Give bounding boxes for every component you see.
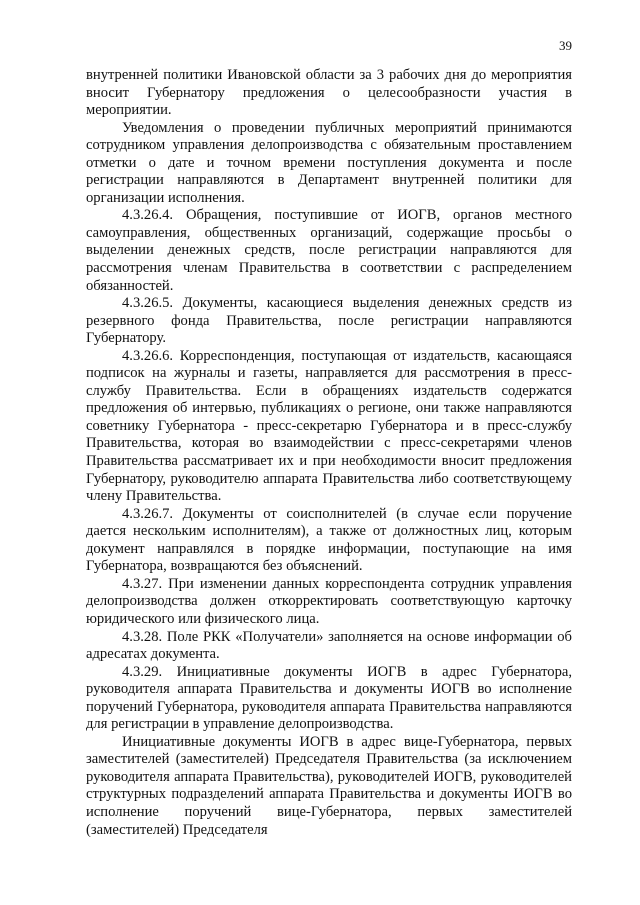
paragraph-4-3-26-7: 4.3.26.7. Документы от соисполнителей (в случае если поручение дается нескольким исполнителям), а также от должностных лиц, которым документ направлялся в порядке информации, поступающие на имя Губернатора, возвращаются без объяснений. [86,505,572,575]
paragraph-notifications: Уведомления о проведении публичных мероприятий принимаются сотрудником управления делопроизводства с обязательным проставлением отметки о дате и точном времени поступления документа и после регистрации направляются в Департамент внутренней политики для организации исполнения. [86,119,572,206]
document-body [86,67,572,839]
paragraph-4-3-27: 4.3.27. При изменении данных корреспондента сотрудник управления делопроизводства должен откорректировать соответствующую карточку юридического или физического лица. [86,575,572,627]
paragraph-initiative-documents: Инициативные документы ИОГВ в адрес вице-Губернатора, первых заместителей (заместителей) Председателя Правительства (за исключением руководителя аппарата Правительства), руководителей ИОГВ, руководителей структурных подразделений аппарата Правительства и документы ИОГВ во исполнение поручений вице-Губернатора, первых заместителей (заместителей) Председателя [86,733,572,838]
paragraph-4-3-29: 4.3.29. Инициативные документы ИОГВ в адрес Губернатора, руководителя аппарата Правительства и документы ИОГВ во исполнение поручений Губернатора, руководителя аппарата Правительства направляются для регистрации в управление делопроизводства. [86,663,572,733]
paragraph-4-3-26-4: 4.3.26.4. Обращения, поступившие от ИОГВ, органов местного самоуправления, общественных организаций, содержащие просьбы о выделении денежных средств, после регистрации направляются для рассмотрения членам Правительства в соответствии с распределением обязанностей. [86,207,572,294]
paragraph-4-3-26-6: 4.3.26.6. Корреспонденция, поступающая от издательств, касающаяся подписок на журналы и газеты, направляется для рассмотрения в пресс-службу Правительства. Если в обращениях издательств содержатся предложения об интервью, публикациях о регионе, они также направляются советнику Губернатора - пресс-секретарю Губернатора и в пресс-службу Правительства, которая во взаимодействии с пресс-секретарями членов Правительства рассматривает их и при необходимости вносит предложения Губернатору, руководителю аппарата Правительства либо соответствующему члену Правительства. [86,347,572,505]
paragraph-4-3-26-5: 4.3.26.5. Документы, касающиеся выделения денежных средств из резервного фонда Правительства, после регистрации направляются Губернатору. [86,295,572,347]
paragraph-continuation: внутренней политики Ивановской области за 3 рабочих дня до мероприятия вносит Губернатору предложения о целесообразности участия в мероприятии. [86,67,572,119]
paragraph-4-3-28: 4.3.28. Поле РКК «Получатели» заполняется на основе информации об адресатах документа. [86,628,572,663]
page-number: 39 [559,38,572,53]
